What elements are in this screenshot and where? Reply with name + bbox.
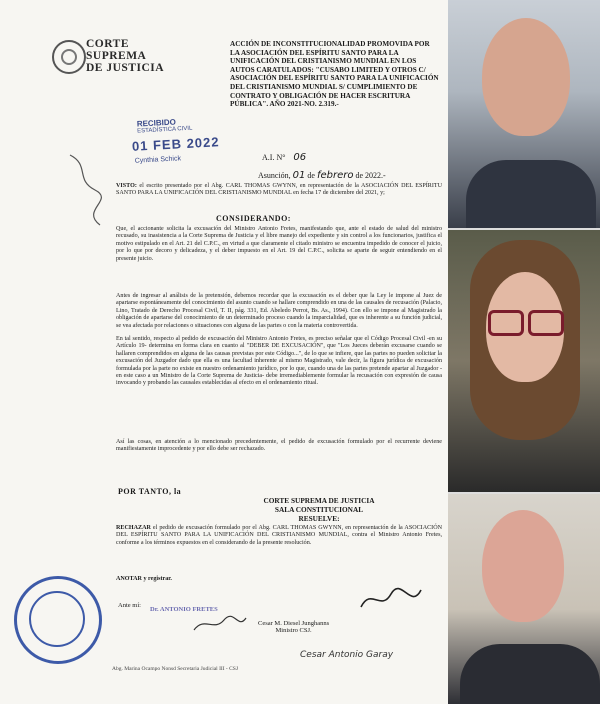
suit-shape-1-icon <box>466 160 596 228</box>
signature-garay-icon <box>356 582 426 616</box>
photo-portrait-bald-man <box>448 494 600 704</box>
margin-scribble-icon <box>60 150 120 230</box>
glasses-left-icon <box>488 310 524 336</box>
date-year: de 2022.- <box>355 171 386 180</box>
paragraph-b: Antes de ingresar al análisis de la pretensión, debemos recordar que la excusación es el deber que la Ley le impone al Juez de apartarse espontáneamente del conocimiento del asunto cuando se hallare comprendido en una de las causales de recusación (Palacio, Lino, Tratado de Derecho Procesal Civil, T. II, pág. 331, Ed. Abeledo Perrot, Bs. As., 1994). Con ello se impone al Magistrado la obligación de apartarse del conocimiento de un determinado proceso cuando la imparcialidad, que es inherente a su función judicial, se vea afectada por relaciones o situaciones con alguna de las partes o con la materia controvertida. <box>116 293 442 329</box>
date-de: de <box>307 171 315 180</box>
paragraph-c: En tal sentido, respecto al pedido de excusación del Ministro Antonio Fretes, es preciso señalar que el Código Procesal Civil -en su Artículo 19- determina en forma clara en cuanto al "DEBER DE EXCUSACIÓN", que "Los Jueces deberán excusarse cuando se hallaren comprendidos en alguna de las causas previstas por este Código...", de lo que se infiere, que las partes no pueden solicitar la excusación del Juzgador dado que ella es una facultad inherente al mismo Magistrado, vale decir, la figura jurídica de excusación formulada por la parte no existe en nuestro ordenamiento jurídico, por lo que, cuando una de las partes pretende apartar al Juzgador -en este caso a un Ministro de la Corte Suprema de Justicia- debe irremediablemente formular la recusación con expresión de causa invocando y probando las causales establecidas al efecto en el ordenamiento ritual. <box>116 336 442 387</box>
court-brand <box>86 38 164 74</box>
glasses-right-icon <box>528 310 564 336</box>
signer-diesel <box>258 620 329 634</box>
secretary-signature-block: Abg. Marina Ocampo Nonsd Secretaria Judicial III - CSJ <box>112 666 239 672</box>
visto-paragraph <box>116 183 442 198</box>
stamp-date: 01 FEB 2022 <box>131 134 220 154</box>
visto-label: VISTO: <box>116 183 137 189</box>
face-shape-1-icon <box>482 18 570 136</box>
signer-diesel-title: Ministro CSJ. <box>275 627 312 634</box>
signer-garay: Cesar Antonio Garay <box>300 650 394 660</box>
photo-column <box>448 0 600 704</box>
date-month: febrero <box>316 170 354 181</box>
suit-shape-3-icon <box>460 644 600 704</box>
date-city: Asunción, <box>258 171 291 180</box>
court-line-1: CORTE SUPREMA DE JUSTICIA <box>263 496 375 505</box>
ai-value: 06 <box>293 152 307 163</box>
court-seal-icon <box>52 40 86 74</box>
stamp-line-2: ESTADÍSTICA CIVIL <box>137 125 193 135</box>
signer-diesel-name: Cesar M. Diesel Junghanns <box>258 620 330 627</box>
signature-fretes-icon <box>190 612 250 636</box>
brand-line-2: SUPREMA <box>86 50 147 62</box>
court-line-2: SALA CONSTITUCIONAL <box>274 505 364 514</box>
photo-portrait-older-man <box>448 0 600 228</box>
ai-number <box>262 152 306 163</box>
paragraph-a: Que, el accionante solicita la excusación del Ministro Antonio Fretes, manifestando que, ante el estado de salud del ministro recusado, su inasistencia a la Corte Suprema de Justicia y el libre manejo del expediente y sin control a los funcionarios, justifica el motivo estipulado en el Art. 21 del C.P.C., en virtud a que claramente el citado ministro se encuentra impedido de conocer el juicio, por lo que por decoro y delicadeza, y el deber impuesto en el Art. 19 del C.P.C., solicita se aparte de seguir entendiendo en el presente juicio. <box>116 226 442 262</box>
considerando-heading: CONSIDERANDO: <box>216 214 291 223</box>
visto-text: el escrito presentado por el Abg. CARL THOMAS GWYNN, en representación de la ASOCIACIÓN DEL ESPÍRITU SANTO PARA LA UNIFICACIÓN DEL CRISTIANISMO MUNDIAL en fecha 17 de diciembre del 2021, y; <box>116 183 443 197</box>
rechazar-paragraph <box>116 525 442 547</box>
brand-line-3: DE JUSTICIA <box>86 62 165 74</box>
stamp-name: Cynthia Schick <box>134 155 182 165</box>
rechazar-label: RECHAZAR <box>116 525 151 531</box>
signer-fretes: Dr. ANTONIO FRETES <box>150 606 218 613</box>
date-day: 01 <box>292 170 306 181</box>
stamp-line-1: RECIBIDO <box>136 117 177 129</box>
anotar-line: ANOTAR y registrar. <box>116 576 172 582</box>
ai-label: A.I. N° <box>262 153 286 162</box>
received-stamp <box>107 115 228 177</box>
photo-portrait-woman <box>448 230 600 492</box>
official-seal-stamp-icon <box>14 576 102 664</box>
court-line-3: RESUELVE: <box>298 514 340 523</box>
rechazar-text: el pedido de excusación formulado por el Abg. CARL THOMAS GWYNN, en representación de la ASOCIACIÓN DEL ESPÍRITU SANTO PARA LA UNIFICACIÓN DEL CRISTIANISMO MUNDIAL, contra el Ministro Antonio Fretes, conforme a los términos expuestos en el considerando de la presente resolución. <box>116 525 442 546</box>
court-resolves <box>234 496 404 523</box>
case-caption: ACCIÓN DE INCONSTITUCIONALIDAD PROMOVIDA POR LA ASOCIACIÓN DEL ESPÍRITU SANTO PARA LA UNIFICACIÓN DEL CRISTIANISMO MUNDIAL EN LOS AUTOS CARATULADOS: "CUSABO LIMITED Y OTROS C/ ASOCIACIÓN DEL ESPÍRITU SANTO PARA LA UNIFICACIÓN DEL CRISTIANISMO MUNDIAL S/ CUMPLIMIENTO DE CONTRATO Y OBLIGACIÓN DE HACER ESCRITURA PÚBLICA". AÑO 2021-NO. 2.319.- <box>230 40 439 109</box>
resolution-date <box>258 170 386 181</box>
por-tanto: POR TANTO, la <box>118 487 182 496</box>
paragraph-d: Así las cosas, en atención a lo mencionado precedentemente, el pedido de excusación formulado por el recurrente deviene manifiestamente improcedente y por ello debe ser rechazado. <box>116 439 442 453</box>
face-shape-3-icon <box>482 510 564 622</box>
brand-line-1: CORTE <box>86 38 129 50</box>
ante-mi: Ante mí: <box>118 602 141 609</box>
